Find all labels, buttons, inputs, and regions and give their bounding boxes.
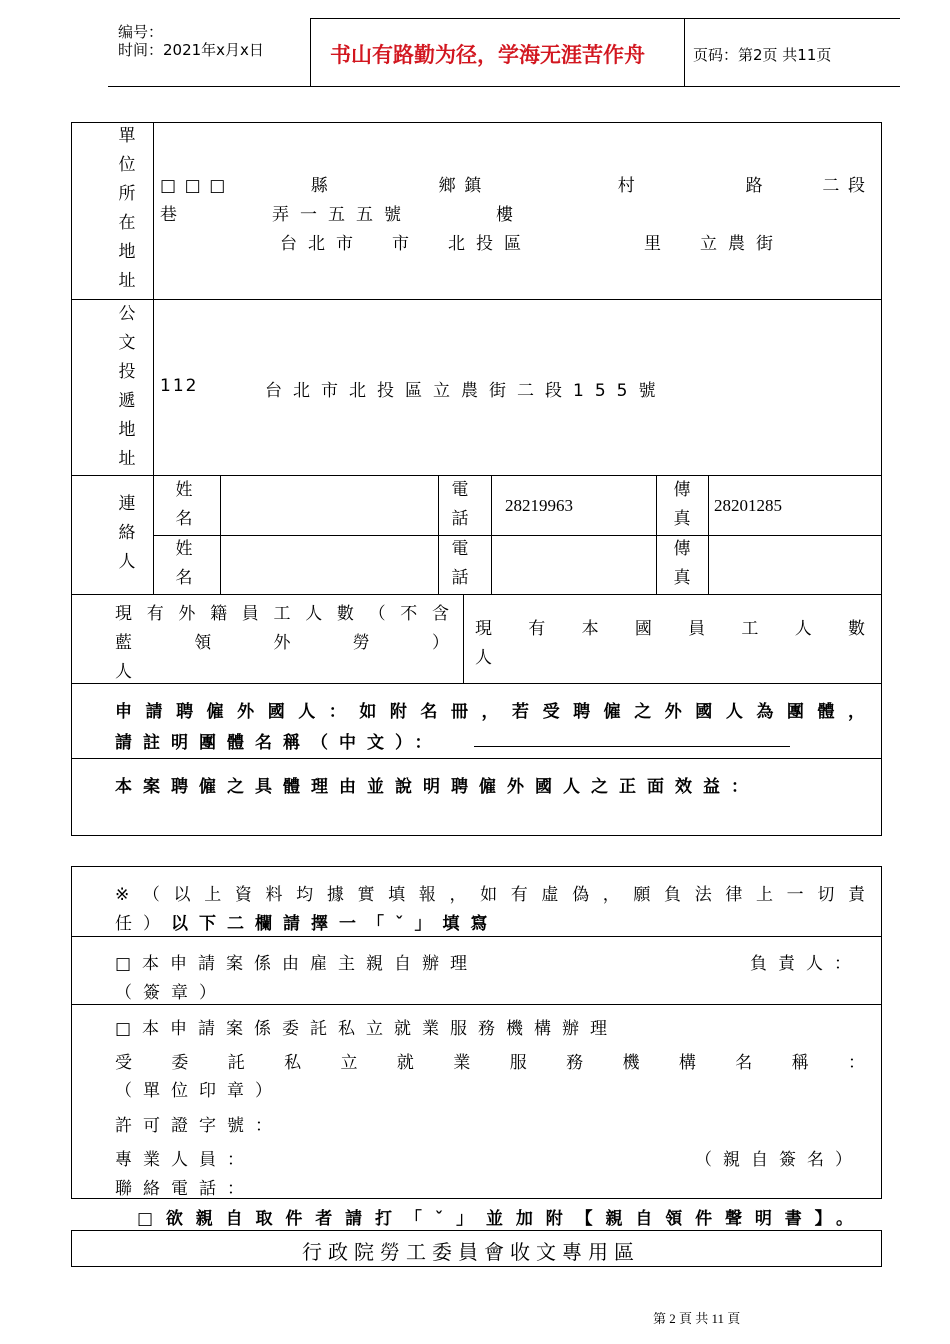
foreign-count-label-3: 人 [115, 662, 132, 682]
header-top-rule [310, 18, 900, 19]
page-footer: 第 2 頁 共 11 頁 [653, 1311, 741, 1326]
agency-name-label: 受委託私立就業服務機構名稱： [115, 1053, 865, 1073]
option-self-checkbox[interactable]: □本申請案係由雇主親自辦理 [115, 954, 479, 974]
phone-value-1: 28219963 [505, 496, 573, 515]
unit-address-line-1: □□□ 縣 鄉鎮 村 路 二段 [160, 176, 865, 196]
rule [708, 475, 709, 594]
phone-label-1: 電 話 [451, 480, 469, 529]
mail-address-value: 台北市北投區立農街二段155號 [265, 381, 667, 401]
phone-label-2: 電 話 [451, 539, 469, 588]
page-header [108, 17, 900, 86]
mail-zip: 112 [160, 376, 199, 396]
reason-line: 本案聘僱之具體理由並說明聘僱外國人之正面效益： [115, 777, 759, 797]
responsible-person-label: 負責人： [750, 954, 862, 974]
rule [220, 475, 221, 594]
header-bottom-rule [108, 86, 900, 87]
apply-line-1: 申請聘僱外國人：如附名冊，若受聘僱之外國人為團體， [115, 702, 865, 722]
pickup-checkbox[interactable]: □欲親自取件者請打「ˇ」並加附【親自領件聲明書】。 [137, 1209, 853, 1229]
license-no-label: 許可證字號： [115, 1116, 283, 1136]
local-count-label-1: 現有本國員工人數 [475, 619, 865, 639]
mail-address-label: 公 文 投 遞 地 址 [118, 304, 136, 469]
motto: 书山有路勤为径，学海无涯苦作舟 [330, 43, 645, 67]
note-line-2a: 任） [115, 914, 171, 934]
unit-seal-label: （單位印章） [115, 1081, 283, 1101]
note-line-2b: 以下二欄請擇一「ˇ」填寫 [171, 914, 499, 934]
signature-label: （簽章） [115, 983, 227, 1003]
fax-value-1: 28201285 [714, 496, 782, 515]
unit-address-line-2: 巷 弄一五五號 樓 [160, 205, 524, 225]
rule [71, 1004, 882, 1005]
local-count-label-2: 人 [475, 648, 492, 668]
rule [491, 475, 492, 594]
unit-address-label: 單 位 所 在 地 址 [118, 126, 136, 291]
rule [71, 594, 882, 595]
group-name-blank[interactable] [474, 746, 790, 747]
unit-address-line-3: 台北市 市 北投區 里 立農街 [280, 234, 784, 254]
time-label: 时间：2021年x月x日 [118, 41, 264, 59]
fax-label-1: 傳 真 [673, 480, 691, 529]
header-divider-2 [684, 18, 685, 86]
code-label: 编号： [118, 23, 164, 41]
option-agency-checkbox[interactable]: □本申請案係委託私立就業服務機構辦理 [115, 1019, 619, 1039]
name-label-1: 姓 名 [175, 480, 193, 529]
note-line-2 [115, 909, 499, 934]
foreign-count-label-1: 現有外籍員工人數（不含 [115, 604, 449, 624]
receipt-area-label: 行政院勞工委員會收文專用區 [302, 1240, 640, 1264]
note-line-1: ※（以上資料均據實填報，如有虛偽，願負法律上一切責 [115, 885, 865, 905]
rule [71, 936, 882, 937]
rule [463, 594, 464, 683]
rule [71, 683, 882, 684]
rule [438, 475, 439, 594]
rule [656, 475, 657, 594]
name-label-2: 姓 名 [175, 539, 193, 588]
fax-label-2: 傳 真 [673, 539, 691, 588]
contact-label: 連 絡 人 [118, 494, 136, 572]
foreign-count-label-2: 藍 領 外 勞 ） [115, 633, 449, 653]
rule [153, 535, 882, 536]
rule [153, 122, 154, 594]
rule [71, 758, 882, 759]
self-sign-label: （親自簽名） [695, 1150, 863, 1170]
apply-line-2: 請註明團體名稱（中文）： [115, 733, 443, 753]
rule [71, 299, 882, 300]
professional-label: 專業人員： [115, 1150, 255, 1170]
contact-phone-label: 聯絡電話： [115, 1179, 255, 1199]
page-info: 页码：第2页 共11页 [693, 46, 832, 64]
header-divider-1 [310, 18, 311, 86]
